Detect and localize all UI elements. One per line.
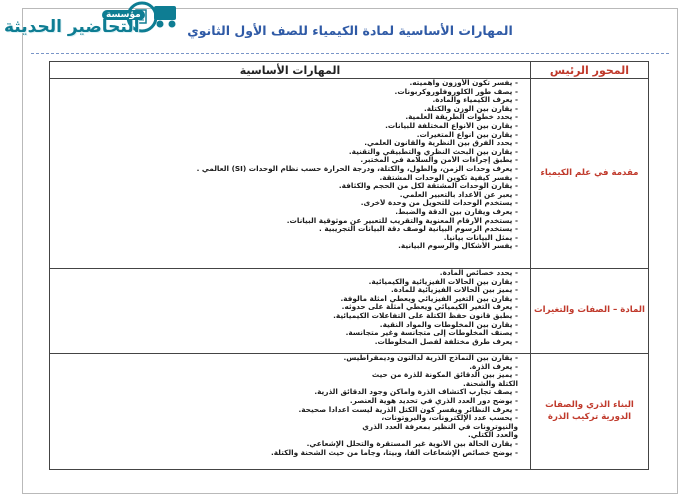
skills-cell [50, 269, 531, 354]
skill-item: - يحدد خطوات الطريقة العلمية. [405, 113, 518, 122]
skill-item: - يقارن بين البحث النظري والتطبيقي والتقنية. [348, 147, 518, 156]
skill-item: - يفسر تكون الأوزون واهميته. [409, 79, 518, 87]
axis-cell: المادة – الصفات والتغيرات [531, 269, 649, 354]
skill-item: - يحدد خصائص المادة. [439, 269, 518, 277]
document-page [22, 8, 678, 494]
table-row [50, 354, 649, 470]
skill-item: - يميز بين الدقائق المكونة للذرة من حيث [371, 371, 518, 380]
skills-list [50, 354, 530, 457]
skill-item: - يعرف الكيمياء والمادة. [432, 96, 518, 105]
skill-item: - يقارن بين الحالات الفيزيائية والكيميائية. [368, 277, 518, 286]
skill-item: - يفسر كيفية تكوين الوحدات المشتقة. [379, 173, 518, 182]
axis-cell: البناء الذري والصفات الدورية تركيب الذرة [531, 354, 649, 470]
skills-cell [50, 354, 531, 470]
skill-item: - يعرف وحدات الزمن، والطول، والكتلة، ودرجة الحرارة حسب نظام الوحدات (SI) العالمي . [196, 164, 518, 173]
skills-table [49, 61, 649, 470]
skill-item: - يعرف النظائر ويفسر كون الكتل الذرية ليست أعداداً صحيحة. [298, 405, 518, 414]
skill-item: والعدد الكتلي. [468, 431, 518, 440]
skill-item: - يوضح دور العدد الذري في تحديد هوية العنصر. [349, 396, 518, 405]
document-title: المهارات الأساسية لمادة الكيمياء للصف الأول الثانوي [187, 23, 513, 38]
skill-item: - يطبق قانون حفظ الكتلة على التفاعلات الكيميائية. [333, 311, 518, 320]
skill-item: - يقارن بين التغير الفيزيائي ويعطي أمثلة مألوفة. [340, 294, 518, 303]
axis-cell: مقدمة في علم الكيمياء [531, 79, 649, 269]
skill-item: - يقارن بين الأنواع المختلفة للبيانات. [385, 121, 518, 130]
skill-item: والنيوترونات في النظير بمعرفة العدد الذري [362, 422, 518, 431]
skill-item: - يمثل البيانات بيانياً. [443, 233, 518, 242]
skill-item: - يستخدم الرسوم البيانية لوصف دقة البيانات التجريبية . [319, 225, 518, 234]
publisher-logo [0, 0, 185, 48]
skill-item: - يميز بين الحالات الفيزيائية للمادة. [391, 286, 518, 295]
skill-item: - يستخدم الوحدات للتحويل من وحدة لأخرى. [360, 199, 518, 208]
skill-item: - يقارن الحالة بين الأنوية غير المستقرة والتحلل الإشعاعي. [306, 439, 518, 448]
skill-item: - يصف طور الكلوروفلوروكربونات. [394, 87, 518, 96]
skill-item: - يحدد الفرق بين النظرية والقانون العلمي. [364, 139, 518, 148]
header-main-axis: المحور الرئيس [531, 62, 649, 79]
table-row [50, 269, 649, 354]
header-basic-skills: المهارات الأساسية [50, 62, 531, 79]
skill-item: - يعرف التغير الكيميائي ويعطي أمثلة على حدوثه. [341, 303, 518, 312]
skill-item: - يقارن بين المخلوطات والمواد النقية. [379, 320, 518, 329]
skill-item: الكتلة والشحنة. [462, 379, 518, 388]
skill-item: - يفسر الأشكال والرسوم البيانية. [398, 242, 518, 251]
skill-item: - يعرف الذرة. [469, 362, 518, 371]
skill-item: - يقارن بين أنواع المتغيرات. [416, 130, 518, 139]
skill-item: - يصف تجارب اكتشاف الذرة وأماكن وجود الدقائق الذرية. [314, 388, 518, 397]
skill-item: - يستخدم الأرقام المعنوية والتقريب للتعبير عن موثوقية البيانات. [286, 216, 518, 225]
skill-item: - يعرف ويقارن بين الدقة والضبط. [395, 207, 518, 216]
skill-item: - يطبق إجراءات الأمن والسلامة في المختبر. [360, 156, 518, 165]
skill-item: - يعبر عن الأعداد بالتعبير العلمي. [399, 190, 518, 199]
title-divider [31, 53, 669, 54]
skill-item: - يعرف طرق مختلفة لفصل المخلوطات. [374, 337, 518, 346]
logo-name: التحاضير الحديثة [4, 17, 140, 37]
logo-prefix: مؤسسة [102, 10, 145, 20]
table-row [50, 79, 649, 269]
skill-item: - يقارن بين النماذج الذرية لدالتون وديمقراطيس. [343, 354, 518, 362]
table-header-row [50, 62, 649, 79]
skill-item: - يحسب عدد الإلكترونات، والبروتونات، [381, 414, 518, 423]
skills-cell [50, 79, 531, 269]
skill-item: - يوضح خصائص الإشعاعات ألفا، وبيتا، وجاما من حيث الشحنة والكتلة. [270, 448, 518, 457]
skill-item: - يصنف المخلوطات إلى متجانسة وغير متجانسة. [345, 329, 518, 338]
skill-item: - يقارن بين الوزن والكتلة. [423, 104, 518, 113]
skills-list [50, 269, 530, 346]
skills-list [50, 79, 530, 251]
skill-item: - يقارن الوحدات المشتقة لكل من الحجم والكثافة. [338, 182, 518, 191]
